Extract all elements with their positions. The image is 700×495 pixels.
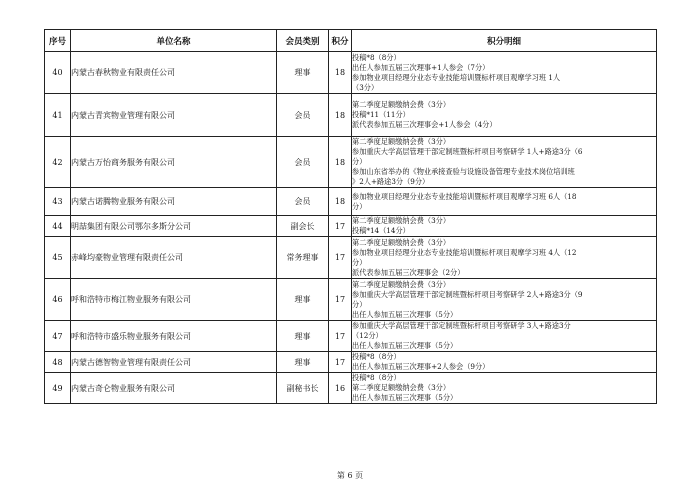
- row-points: 17: [329, 237, 352, 279]
- detail-line: 投稿*14（14分）: [352, 226, 410, 235]
- table-row: [45, 137, 657, 188]
- detail-line: 第二季度足额缴纳会费（3分）: [352, 100, 451, 109]
- table-row: [45, 321, 657, 352]
- detail-line: 投稿*8（8分）: [352, 373, 401, 382]
- detail-line: 派代表参加五届三次理事会（2分）: [352, 267, 465, 277]
- table-row: [45, 216, 657, 237]
- row-points-detail: [352, 94, 657, 137]
- table-row: [45, 279, 657, 321]
- detail-line: 参加物业项目经理分业态专业技能培训暨标杆项目观摩学习班 1人: [352, 72, 561, 82]
- detail-line: 参加重庆大学高层管理干部定制班暨标杆项目考察研学 1人+路途3分（6: [352, 147, 583, 156]
- detail-line: 分）: [352, 257, 367, 267]
- table-row: [45, 94, 657, 137]
- row-unit-name: 内蒙古诺腾物业服务有限公司: [71, 188, 277, 216]
- row-serial: 42: [45, 137, 71, 188]
- detail-line: （3分）: [352, 82, 379, 92]
- row-unit-name: 呼和浩特市梅江物业服务有限公司: [71, 279, 277, 321]
- table-row: [45, 352, 657, 373]
- header-points-detail: 积分明细: [352, 30, 657, 52]
- row-points: 17: [329, 352, 352, 373]
- row-serial: 44: [45, 216, 71, 237]
- detail-line: 投稿*11（11分）: [352, 110, 410, 119]
- row-member-type: 会员: [277, 188, 329, 216]
- row-unit-name: 内蒙古青宾物业管理有限公司: [71, 94, 277, 137]
- row-serial: 46: [45, 279, 71, 321]
- detail-line: 分）: [352, 201, 367, 211]
- row-member-type: 理事: [277, 52, 329, 94]
- points-table: [44, 29, 657, 404]
- detail-line: 第二季度足额缴纳会费（3分）: [352, 279, 451, 289]
- detail-line: 分）: [352, 157, 367, 166]
- row-points-detail: [352, 188, 657, 216]
- row-unit-name: 内蒙古春秋物业有限责任公司: [71, 52, 277, 94]
- detail-line: 派代表参加五届三次理事会+1人参会（4分）: [352, 120, 497, 129]
- row-unit-name: 呼和浩特市盛乐物业服务有限公司: [71, 321, 277, 352]
- row-points: 17: [329, 216, 352, 237]
- row-serial: 45: [45, 237, 71, 279]
- row-points: 16: [329, 373, 352, 404]
- table-header-row: [45, 30, 657, 52]
- row-points-detail: [352, 52, 657, 94]
- detail-line: 参加物业项目经理分业态专业技能培训暨标杆项目观摩学习班 6人（18: [352, 191, 577, 201]
- detail-line: 分）: [352, 299, 367, 309]
- detail-line: 第二季度足额缴纳会费（3分）: [352, 383, 451, 392]
- detail-line: 出任人参加五届三次理事（5分）: [352, 393, 458, 402]
- row-serial: 48: [45, 352, 71, 373]
- row-member-type: 副秘书长: [277, 373, 329, 404]
- row-points: 18: [329, 137, 352, 188]
- detail-line: 出任人参加五届三次理事+2人参会（9分）: [352, 362, 490, 371]
- detail-line: 参加物业项目经理分业态专业技能培训暨标杆项目观摩学习班 4人（12: [352, 247, 577, 257]
- detail-line: 投稿*8（8分）: [352, 52, 401, 62]
- row-member-type: 理事: [277, 279, 329, 321]
- detail-line: 出任人参加五届三次理事（5分）: [352, 341, 458, 350]
- table-row: [45, 373, 657, 404]
- row-points: 17: [329, 279, 352, 321]
- detail-line: 投稿*8（8分）: [352, 352, 401, 361]
- row-points-detail: [352, 137, 657, 188]
- row-serial: 41: [45, 94, 71, 137]
- table-row: [45, 237, 657, 279]
- detail-line: 》2人+路途3分（9分）: [352, 177, 430, 186]
- row-points: 18: [329, 188, 352, 216]
- detail-line: 第二季度足额缴纳会费（3分）: [352, 237, 451, 247]
- row-unit-name: 明喆集团有限公司鄂尔多斯分公司: [71, 216, 277, 237]
- row-serial: 43: [45, 188, 71, 216]
- page-number: 第 6 页: [336, 471, 364, 480]
- row-points-detail: [352, 373, 657, 404]
- row-member-type: 会员: [277, 137, 329, 188]
- header-member-type: 会员类别: [277, 30, 329, 52]
- detail-line: 出任人参加五届三次理事+1人参会（7分）: [352, 62, 490, 72]
- row-points-detail: [352, 352, 657, 373]
- detail-line: 参加重庆大学高层管理干部定制班暨标杆项目考察研学 2人+路途3分（9: [352, 289, 583, 299]
- row-member-type: 理事: [277, 321, 329, 352]
- header-unit-name: 单位名称: [71, 30, 277, 52]
- row-points-detail: [352, 279, 657, 321]
- header-serial: 序号: [45, 30, 71, 52]
- row-unit-name: 内蒙古奇仑物业服务有限公司: [71, 373, 277, 404]
- detail-line: 出任人参加五届三次理事（5分）: [352, 309, 458, 319]
- row-points-detail: [352, 216, 657, 237]
- row-member-type: 会员: [277, 94, 329, 137]
- detail-line: 第二季度足额缴纳会费（3分）: [352, 137, 451, 146]
- row-points: 17: [329, 321, 352, 352]
- header-points: 积分: [329, 30, 352, 52]
- row-points: 18: [329, 94, 352, 137]
- row-member-type: 理事: [277, 352, 329, 373]
- row-points: 18: [329, 52, 352, 94]
- row-member-type: 副会长: [277, 216, 329, 237]
- table-row: [45, 52, 657, 94]
- row-unit-name: 内蒙古万怡商务服务有限公司: [71, 137, 277, 188]
- row-serial: 47: [45, 321, 71, 352]
- detail-line: 参加重庆大学高层管理干部定制班暨标杆项目考察研学 3人+路途3分: [352, 321, 571, 330]
- row-member-type: 常务理事: [277, 237, 329, 279]
- detail-line: 参加山东省举办的《物业承接查验与设施设备管理专业技术岗位培训班: [352, 167, 575, 176]
- row-serial: 40: [45, 52, 71, 94]
- row-points-detail: [352, 321, 657, 352]
- row-unit-name: 内蒙古德智物业管理有限责任公司: [71, 352, 277, 373]
- detail-line: 第二季度足额缴纳会费（3分）: [352, 216, 451, 225]
- table-row: [45, 188, 657, 216]
- table-body: [45, 52, 657, 404]
- row-serial: 49: [45, 373, 71, 404]
- row-unit-name: 赤峰均豪物业管理有限责任公司: [71, 237, 277, 279]
- row-points-detail: [352, 237, 657, 279]
- detail-line: （12分）: [352, 331, 383, 340]
